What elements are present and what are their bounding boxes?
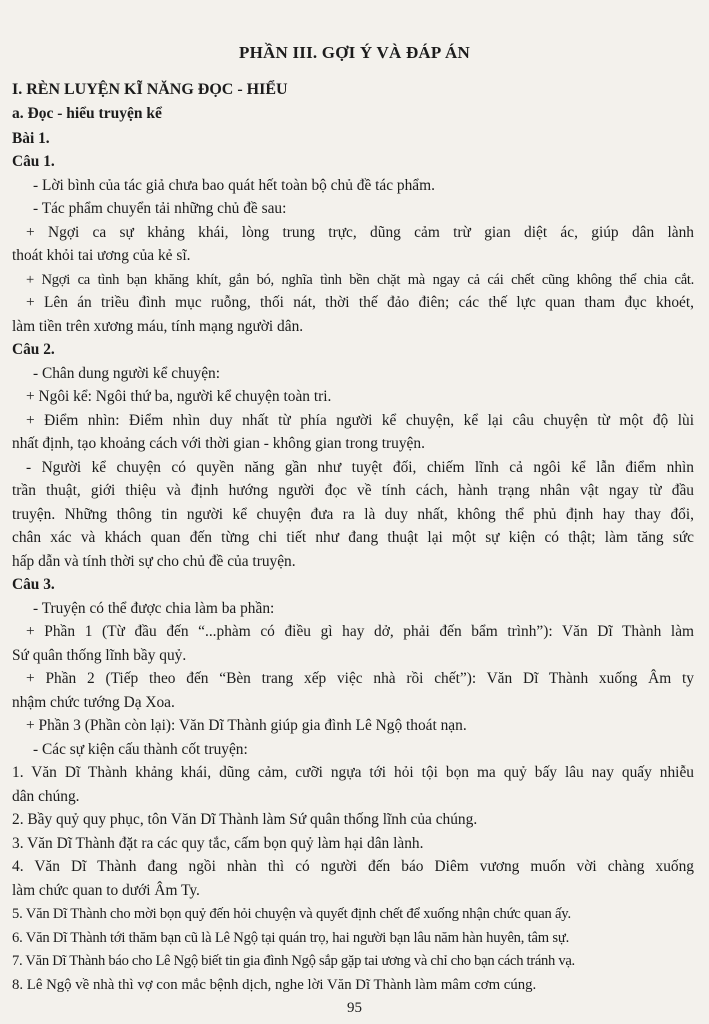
paragraph-line: - Truyện có thể được chia làm ba phần: xyxy=(33,600,275,617)
list-item: 2. Bầy quỷ quy phục, tôn Văn Dĩ Thành làm Sứ quân thống lĩnh của chúng. xyxy=(12,811,478,828)
list-item: 7. Văn Dĩ Thành báo cho Lê Ngộ biết tin gia đình Ngộ sắp gặp tai ương và chỉ cho bạn cách tránh vạ. xyxy=(12,953,575,969)
paragraph-line: chân xác và khách quan đến từng chi tiết như đang thuật lại một sự kiện có thật; làm tăng sức xyxy=(12,529,694,546)
list-item: dân chúng. xyxy=(12,788,80,805)
question-3-heading: Câu 3. xyxy=(12,576,55,593)
paragraph-line: + Lên án triều đình mục ruỗng, thối nát, thời thế đảo điên; các thế lực quan tham đục khoét, xyxy=(26,294,694,311)
paragraph-line: - Lời bình của tác giả chưa bao quát hết toàn bộ chủ đề tác phẩm. xyxy=(33,177,435,194)
exercise-heading: Bài 1. xyxy=(12,130,50,147)
paragraph-line: làm tiền trên xương máu, tính mạng người dân. xyxy=(12,318,304,335)
paragraph-line: thoát khỏi tai ương của kẻ sĩ. xyxy=(12,247,191,264)
section-heading: I. RÈN LUYỆN KĨ NĂNG ĐỌC - HIỂU xyxy=(12,81,288,98)
list-item: làm chức quan to dưới Âm Ty. xyxy=(12,882,200,899)
paragraph-line: + Phần 1 (Từ đầu đến “...phàm có điều gì hay dở, phải đến bẩm trình”): Văn Dĩ Thành làm xyxy=(26,623,694,640)
paragraph-line: + Ngợi ca tình bạn khăng khít, gắn bó, nghĩa tình bền chặt mà ngay cả cái chết cũng không thể chia cắt. xyxy=(26,272,694,288)
paragraph-line: hấp dẫn và tính thời sự cho chủ đề của truyện. xyxy=(12,553,296,570)
paragraph-line: truyện. Những thông tin người kể chuyện đưa ra là duy nhất, không thể phủ định hay thay đổi, xyxy=(12,506,694,523)
paragraph-line: - Các sự kiện cấu thành cốt truyện: xyxy=(33,741,248,758)
paragraph-line: - Tác phẩm chuyển tải những chủ đề sau: xyxy=(33,200,287,217)
list-item: 6. Văn Dĩ Thành tới thăm bạn cũ là Lê Ngộ tại quán trọ, hai người bạn lâu năm hàn huyên, tâm sự. xyxy=(12,930,570,946)
list-item: 8. Lê Ngộ về nhà thì vợ con mắc bệnh dịch, nghe lời Văn Dĩ Thành làm mâm cơm cúng. xyxy=(12,977,537,993)
paragraph-line: + Ngôi kể: Ngôi thứ ba, người kể chuyện toàn tri. xyxy=(26,388,332,405)
paragraph-line: Sứ quân thống lĩnh bầy quỷ. xyxy=(12,647,187,664)
paragraph-line: nhất định, tạo khoảng cách với thời gian - không gian trong truyện. xyxy=(12,435,425,452)
list-item: 3. Văn Dĩ Thành đặt ra các quy tắc, cấm bọn quỷ làm hại dân lành. xyxy=(12,835,424,852)
list-item: 1. Văn Dĩ Thành khảng khái, dũng cảm, cưỡi ngựa tới hỏi tội bọn ma quỷ bấy lâu nay quấy nhiễu xyxy=(12,764,694,781)
list-item: 5. Văn Dĩ Thành cho mời bọn quỷ đến hỏi chuyện và quyết định chết để xuống nhận chức quan ấy. xyxy=(12,906,571,922)
question-2-heading: Câu 2. xyxy=(12,341,55,358)
paragraph-line: + Phần 3 (Phần còn lại): Văn Dĩ Thành giúp gia đình Lê Ngộ thoát nạn. xyxy=(26,717,467,734)
page-title: PHẦN III. GỢI Ý VÀ ĐÁP ÁN xyxy=(239,43,470,62)
page-number: 95 xyxy=(347,1000,362,1016)
paragraph-line: + Ngợi ca sự khảng khái, lòng trung trực, dũng cảm trừ gian diệt ác, giúp dân lành xyxy=(26,224,694,241)
paragraph-line: + Phần 2 (Tiếp theo đến “Bèn trang xếp việc nhà rồi chết”): Văn Dĩ Thành xuống Âm ty xyxy=(26,670,694,687)
question-1-heading: Câu 1. xyxy=(12,153,55,170)
paragraph-line: - Người kể chuyện có quyền năng gần như tuyệt đối, chiếm lĩnh cả ngôi kể lẫn điểm nhìn xyxy=(26,459,694,476)
paragraph-line: + Điểm nhìn: Điểm nhìn duy nhất từ phía người kể chuyện, kể lại câu chuyện từ một độ lùi xyxy=(26,412,694,429)
paragraph-line: - Chân dung người kể chuyện: xyxy=(33,365,221,382)
paragraph-line: trần thuật, giới thiệu và định hướng người đọc về tính cách, hành trạng nhân vật ngay từ đầu xyxy=(12,482,694,499)
list-item: 4. Văn Dĩ Thành đang ngồi nhàn thì có người đến báo Diêm vương muốn vời chàng xuống xyxy=(12,858,694,875)
paragraph-line: nhậm chức tướng Dạ Xoa. xyxy=(12,694,175,711)
subsection-heading: a. Đọc - hiểu truyện kể xyxy=(12,105,162,122)
